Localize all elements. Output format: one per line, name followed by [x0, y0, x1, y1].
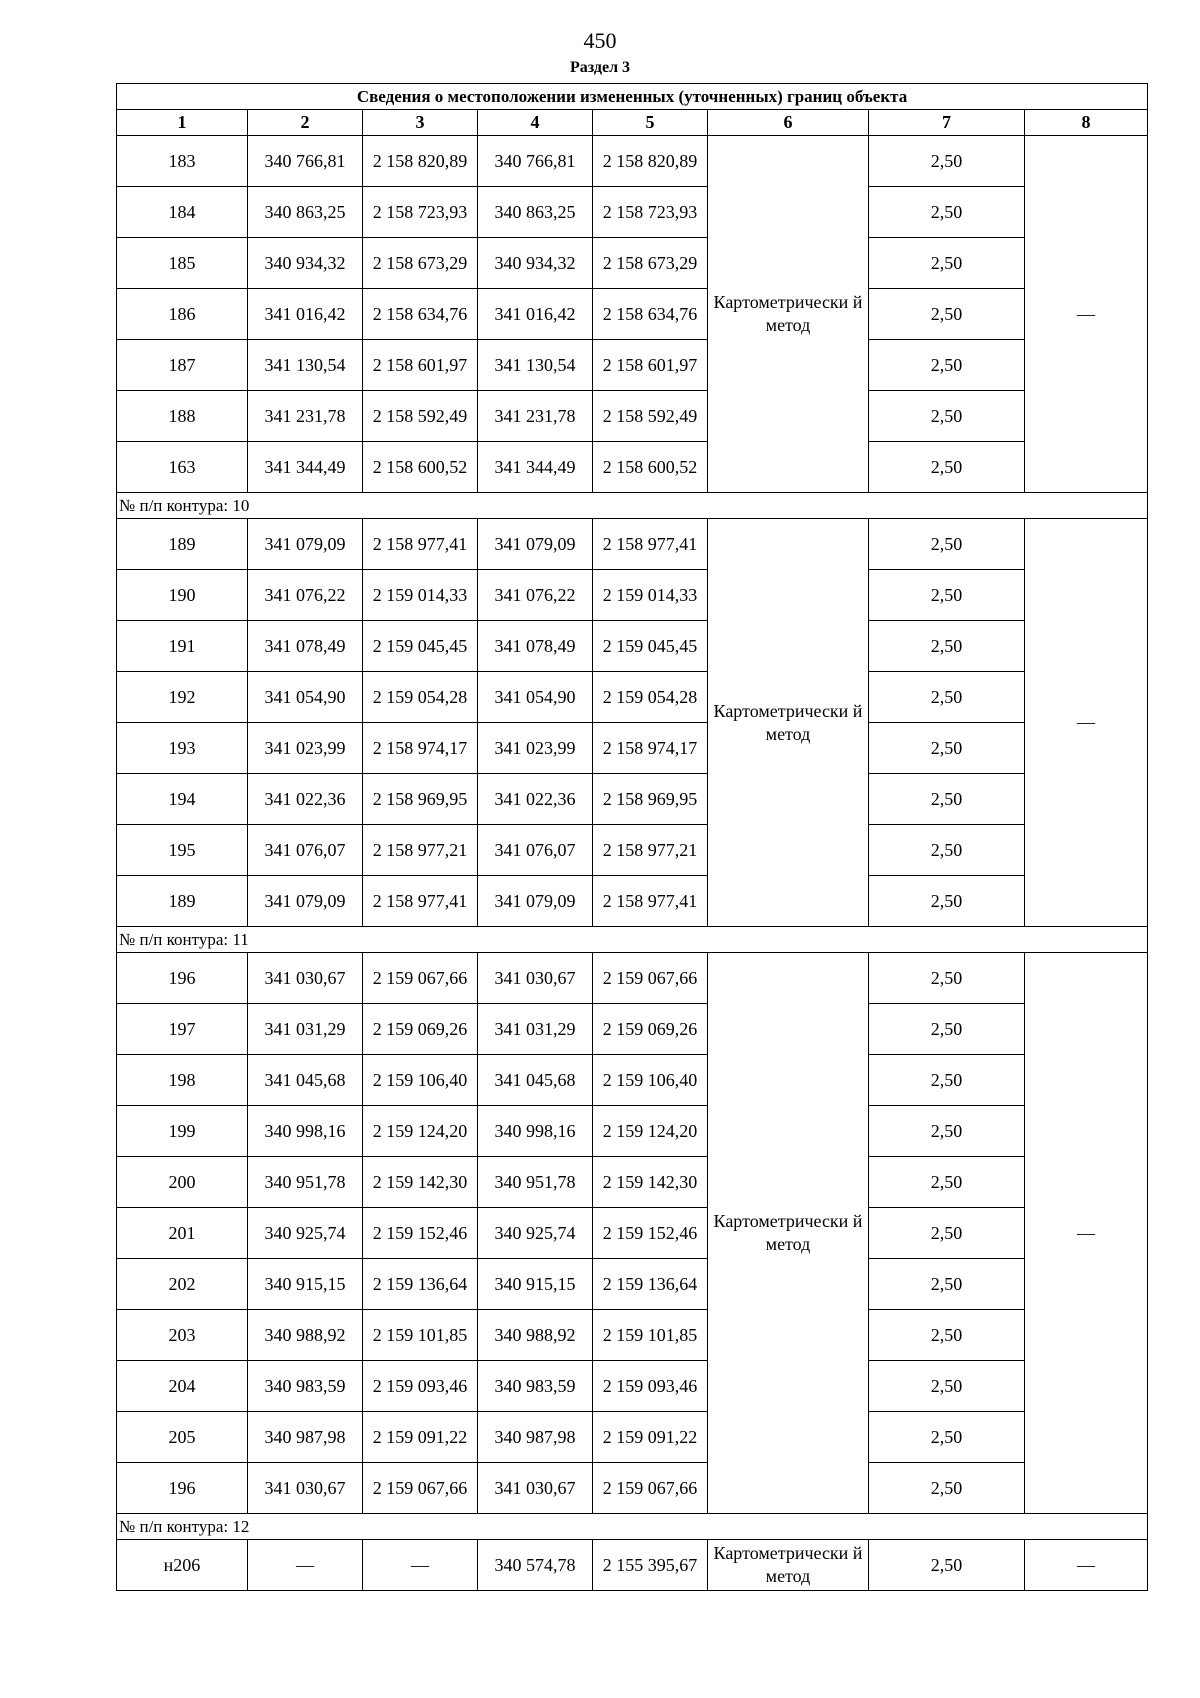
new-y-cell: 2 159 045,45 — [593, 621, 708, 672]
old-y-cell: — — [363, 1540, 478, 1591]
point-number-cell: 185 — [117, 238, 248, 289]
point-number-cell: 193 — [117, 723, 248, 774]
point-number-cell: 205 — [117, 1412, 248, 1463]
table-row — [117, 1208, 1148, 1259]
column-header-row — [117, 110, 1148, 136]
old-y-cell: 2 158 977,41 — [363, 876, 478, 927]
point-number-cell: 195 — [117, 825, 248, 876]
table-row — [117, 289, 1148, 340]
old-x-cell: 340 951,78 — [248, 1157, 363, 1208]
old-y-cell: 2 158 600,52 — [363, 442, 478, 493]
old-x-cell: 341 054,90 — [248, 672, 363, 723]
new-y-cell: 2 159 124,20 — [593, 1106, 708, 1157]
point-number-cell: 192 — [117, 672, 248, 723]
old-x-cell: 341 344,49 — [248, 442, 363, 493]
new-y-cell: 2 158 601,97 — [593, 340, 708, 391]
table-row — [117, 519, 1148, 570]
old-y-cell: 2 158 977,21 — [363, 825, 478, 876]
column-header: 5 — [593, 110, 708, 136]
column-header: 6 — [708, 110, 869, 136]
point-number-cell: 194 — [117, 774, 248, 825]
table-title: Сведения о местоположении измененных (уточненных) границ объекта — [117, 84, 1148, 110]
precision-cell: 2,50 — [869, 136, 1025, 187]
new-x-cell: 340 998,16 — [478, 1106, 593, 1157]
point-number-cell: 183 — [117, 136, 248, 187]
old-y-cell: 2 159 101,85 — [363, 1310, 478, 1361]
old-y-cell: 2 158 673,29 — [363, 238, 478, 289]
column-header: 8 — [1025, 110, 1148, 136]
new-x-cell: 340 987,98 — [478, 1412, 593, 1463]
precision-cell: 2,50 — [869, 519, 1025, 570]
point-number-cell: 201 — [117, 1208, 248, 1259]
old-y-cell: 2 159 045,45 — [363, 621, 478, 672]
note-cell: — — [1025, 1540, 1148, 1591]
table-row — [117, 442, 1148, 493]
precision-cell: 2,50 — [869, 289, 1025, 340]
page-number: 450 — [583, 28, 617, 53]
contour-heading-row — [117, 927, 1148, 953]
precision-cell: 2,50 — [869, 1310, 1025, 1361]
new-y-cell: 2 158 820,89 — [593, 136, 708, 187]
precision-cell: 2,50 — [869, 391, 1025, 442]
new-x-cell: 341 030,67 — [478, 1463, 593, 1514]
old-x-cell: 340 766,81 — [248, 136, 363, 187]
old-x-cell: 340 934,32 — [248, 238, 363, 289]
new-y-cell: 2 159 067,66 — [593, 1463, 708, 1514]
precision-cell: 2,50 — [869, 1055, 1025, 1106]
precision-cell: 2,50 — [869, 1157, 1025, 1208]
table-row — [117, 1361, 1148, 1412]
table-row — [117, 1412, 1148, 1463]
new-x-cell: 341 076,07 — [478, 825, 593, 876]
point-number-cell: 189 — [117, 876, 248, 927]
old-y-cell: 2 159 067,66 — [363, 953, 478, 1004]
point-number-cell: 187 — [117, 340, 248, 391]
new-x-cell: 341 023,99 — [478, 723, 593, 774]
table-row — [117, 672, 1148, 723]
precision-cell: 2,50 — [869, 723, 1025, 774]
new-y-cell: 2 158 974,17 — [593, 723, 708, 774]
new-y-cell: 2 158 977,21 — [593, 825, 708, 876]
old-y-cell: 2 158 634,76 — [363, 289, 478, 340]
new-x-cell: 340 951,78 — [478, 1157, 593, 1208]
old-y-cell: 2 159 093,46 — [363, 1361, 478, 1412]
precision-cell: 2,50 — [869, 774, 1025, 825]
table-row — [117, 1540, 1148, 1591]
precision-cell: 2,50 — [869, 1208, 1025, 1259]
old-y-cell: 2 158 820,89 — [363, 136, 478, 187]
point-number-cell: 184 — [117, 187, 248, 238]
old-x-cell: — — [248, 1540, 363, 1591]
section-title: Раздел 3 — [569, 59, 631, 76]
new-y-cell: 2 158 977,41 — [593, 876, 708, 927]
point-number-cell: 190 — [117, 570, 248, 621]
old-y-cell: 2 159 124,20 — [363, 1106, 478, 1157]
table-row — [117, 1157, 1148, 1208]
new-x-cell: 341 031,29 — [478, 1004, 593, 1055]
new-y-cell: 2 159 136,64 — [593, 1259, 708, 1310]
method-cell: Картометрически й метод — [708, 519, 869, 927]
precision-cell: 2,50 — [869, 442, 1025, 493]
old-y-cell: 2 159 142,30 — [363, 1157, 478, 1208]
point-number-cell: 203 — [117, 1310, 248, 1361]
precision-cell: 2,50 — [869, 570, 1025, 621]
precision-cell: 2,50 — [869, 953, 1025, 1004]
point-number-cell: 188 — [117, 391, 248, 442]
new-y-cell: 2 158 969,95 — [593, 774, 708, 825]
new-x-cell: 341 079,09 — [478, 876, 593, 927]
new-y-cell: 2 159 152,46 — [593, 1208, 708, 1259]
point-number-cell: 163 — [117, 442, 248, 493]
contour-heading-row — [117, 493, 1148, 519]
new-x-cell: 340 988,92 — [478, 1310, 593, 1361]
table-row — [117, 391, 1148, 442]
old-y-cell: 2 158 969,95 — [363, 774, 478, 825]
precision-cell: 2,50 — [869, 621, 1025, 672]
precision-cell: 2,50 — [869, 1412, 1025, 1463]
new-y-cell: 2 159 093,46 — [593, 1361, 708, 1412]
old-y-cell: 2 158 977,41 — [363, 519, 478, 570]
note-cell: — — [1025, 519, 1148, 927]
table-row — [117, 953, 1148, 1004]
new-x-cell: 340 915,15 — [478, 1259, 593, 1310]
table-row — [117, 723, 1148, 774]
point-number-cell: 189 — [117, 519, 248, 570]
point-number-cell: 200 — [117, 1157, 248, 1208]
point-number-cell: 196 — [117, 953, 248, 1004]
old-y-cell: 2 159 136,64 — [363, 1259, 478, 1310]
new-x-cell: 341 344,49 — [478, 442, 593, 493]
old-x-cell: 341 016,42 — [248, 289, 363, 340]
new-y-cell: 2 159 142,30 — [593, 1157, 708, 1208]
column-header: 2 — [248, 110, 363, 136]
new-y-cell: 2 158 723,93 — [593, 187, 708, 238]
column-header: 3 — [363, 110, 478, 136]
contour-label: № п/п контура: 12 — [117, 1514, 1148, 1540]
table-row — [117, 1463, 1148, 1514]
old-y-cell: 2 159 091,22 — [363, 1412, 478, 1463]
point-number-cell: 202 — [117, 1259, 248, 1310]
old-x-cell: 340 983,59 — [248, 1361, 363, 1412]
column-header: 7 — [869, 110, 1025, 136]
precision-cell: 2,50 — [869, 672, 1025, 723]
precision-cell: 2,50 — [869, 1259, 1025, 1310]
contour-label: № п/п контура: 11 — [117, 927, 1148, 953]
new-y-cell: 2 159 067,66 — [593, 953, 708, 1004]
new-x-cell: 341 078,49 — [478, 621, 593, 672]
old-x-cell: 341 030,67 — [248, 1463, 363, 1514]
old-x-cell: 341 022,36 — [248, 774, 363, 825]
table-row — [117, 876, 1148, 927]
point-number-cell: н206 — [117, 1540, 248, 1591]
point-number-cell: 199 — [117, 1106, 248, 1157]
table-row — [117, 825, 1148, 876]
boundary-coordinates-table — [116, 83, 1148, 1591]
precision-cell: 2,50 — [869, 187, 1025, 238]
old-x-cell: 341 076,22 — [248, 570, 363, 621]
new-x-cell: 341 030,67 — [478, 953, 593, 1004]
old-x-cell: 341 023,99 — [248, 723, 363, 774]
old-x-cell: 341 031,29 — [248, 1004, 363, 1055]
table-row — [117, 1310, 1148, 1361]
method-cell: Картометрически й метод — [708, 136, 869, 493]
table-row — [117, 774, 1148, 825]
point-number-cell: 204 — [117, 1361, 248, 1412]
old-y-cell: 2 159 014,33 — [363, 570, 478, 621]
old-x-cell: 340 915,15 — [248, 1259, 363, 1310]
old-y-cell: 2 159 069,26 — [363, 1004, 478, 1055]
old-y-cell: 2 158 592,49 — [363, 391, 478, 442]
new-x-cell: 340 766,81 — [478, 136, 593, 187]
precision-cell: 2,50 — [869, 1361, 1025, 1412]
note-cell: — — [1025, 136, 1148, 493]
new-y-cell: 2 158 592,49 — [593, 391, 708, 442]
old-x-cell: 340 925,74 — [248, 1208, 363, 1259]
table-row — [117, 136, 1148, 187]
new-x-cell: 340 574,78 — [478, 1540, 593, 1591]
old-x-cell: 341 079,09 — [248, 876, 363, 927]
new-y-cell: 2 158 600,52 — [593, 442, 708, 493]
new-y-cell: 2 159 054,28 — [593, 672, 708, 723]
point-number-cell: 196 — [117, 1463, 248, 1514]
contour-label: № п/п контура: 10 — [117, 493, 1148, 519]
table-row — [117, 187, 1148, 238]
method-cell: Картометрически й метод — [708, 953, 869, 1514]
precision-cell: 2,50 — [869, 1004, 1025, 1055]
precision-cell: 2,50 — [869, 238, 1025, 289]
old-y-cell: 2 159 106,40 — [363, 1055, 478, 1106]
old-x-cell: 341 030,67 — [248, 953, 363, 1004]
old-y-cell: 2 158 974,17 — [363, 723, 478, 774]
new-x-cell: 341 045,68 — [478, 1055, 593, 1106]
column-header: 1 — [117, 110, 248, 136]
new-y-cell: 2 158 673,29 — [593, 238, 708, 289]
old-x-cell: 341 078,49 — [248, 621, 363, 672]
table-title-row — [117, 84, 1148, 110]
old-x-cell: 341 045,68 — [248, 1055, 363, 1106]
contour-heading-row — [117, 1514, 1148, 1540]
new-y-cell: 2 155 395,67 — [593, 1540, 708, 1591]
new-x-cell: 341 076,22 — [478, 570, 593, 621]
old-y-cell: 2 159 054,28 — [363, 672, 478, 723]
table-row — [117, 1004, 1148, 1055]
new-y-cell: 2 159 091,22 — [593, 1412, 708, 1463]
table-row — [117, 238, 1148, 289]
precision-cell: 2,50 — [869, 1540, 1025, 1591]
old-x-cell: 340 988,92 — [248, 1310, 363, 1361]
new-x-cell: 341 054,90 — [478, 672, 593, 723]
new-y-cell: 2 158 977,41 — [593, 519, 708, 570]
old-y-cell: 2 158 723,93 — [363, 187, 478, 238]
table-row — [117, 621, 1148, 672]
new-x-cell: 341 130,54 — [478, 340, 593, 391]
new-x-cell: 341 016,42 — [478, 289, 593, 340]
precision-cell: 2,50 — [869, 340, 1025, 391]
old-x-cell: 341 079,09 — [248, 519, 363, 570]
point-number-cell: 198 — [117, 1055, 248, 1106]
table-row — [117, 1055, 1148, 1106]
new-x-cell: 340 983,59 — [478, 1361, 593, 1412]
point-number-cell: 197 — [117, 1004, 248, 1055]
precision-cell: 2,50 — [869, 825, 1025, 876]
old-x-cell: 341 231,78 — [248, 391, 363, 442]
new-x-cell: 341 022,36 — [478, 774, 593, 825]
precision-cell: 2,50 — [869, 876, 1025, 927]
old-y-cell: 2 159 067,66 — [363, 1463, 478, 1514]
new-x-cell: 340 925,74 — [478, 1208, 593, 1259]
new-y-cell: 2 159 106,40 — [593, 1055, 708, 1106]
new-y-cell: 2 159 069,26 — [593, 1004, 708, 1055]
old-x-cell: 341 076,07 — [248, 825, 363, 876]
table-row — [117, 340, 1148, 391]
table-row — [117, 1259, 1148, 1310]
method-cell: Картометрически й метод — [708, 1540, 869, 1591]
old-x-cell: 340 863,25 — [248, 187, 363, 238]
note-cell: — — [1025, 953, 1148, 1514]
old-x-cell: 341 130,54 — [248, 340, 363, 391]
new-y-cell: 2 159 101,85 — [593, 1310, 708, 1361]
table-row — [117, 1106, 1148, 1157]
precision-cell: 2,50 — [869, 1463, 1025, 1514]
old-x-cell: 340 987,98 — [248, 1412, 363, 1463]
point-number-cell: 191 — [117, 621, 248, 672]
table-row — [117, 570, 1148, 621]
new-x-cell: 341 231,78 — [478, 391, 593, 442]
new-x-cell: 340 863,25 — [478, 187, 593, 238]
point-number-cell: 186 — [117, 289, 248, 340]
old-y-cell: 2 159 152,46 — [363, 1208, 478, 1259]
new-y-cell: 2 158 634,76 — [593, 289, 708, 340]
new-y-cell: 2 159 014,33 — [593, 570, 708, 621]
new-x-cell: 340 934,32 — [478, 238, 593, 289]
new-x-cell: 341 079,09 — [478, 519, 593, 570]
old-y-cell: 2 158 601,97 — [363, 340, 478, 391]
column-header: 4 — [478, 110, 593, 136]
old-x-cell: 340 998,16 — [248, 1106, 363, 1157]
precision-cell: 2,50 — [869, 1106, 1025, 1157]
